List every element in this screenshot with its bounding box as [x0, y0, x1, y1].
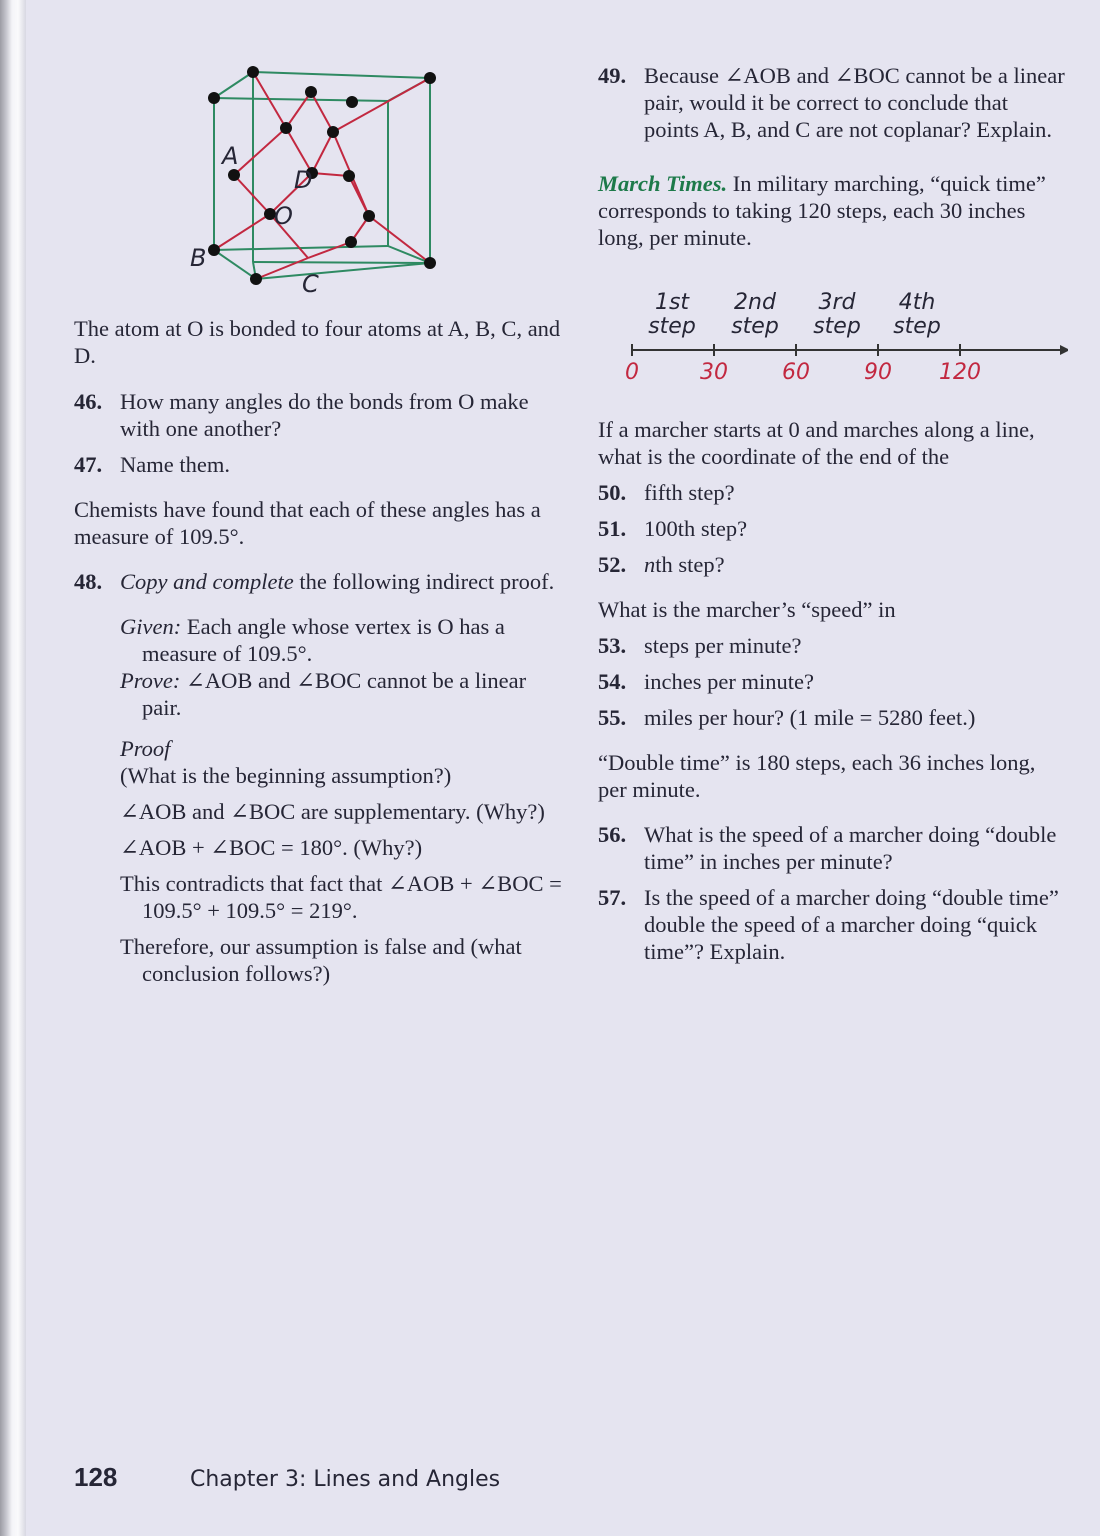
- left-column: [74, 315, 564, 987]
- given-label: Given:: [120, 614, 182, 639]
- step-label: step: [648, 314, 696, 339]
- question-number: 54.: [598, 669, 627, 694]
- emphasis-text: Copy and complete: [120, 569, 294, 594]
- atom: [363, 210, 375, 222]
- question-number: 57.: [598, 885, 627, 910]
- question-52: [598, 551, 1068, 578]
- book-spine-shadow: [0, 0, 26, 1536]
- cube-edges: [214, 72, 430, 279]
- section-title: March Times.: [598, 171, 728, 196]
- atom: [346, 96, 358, 108]
- prove-statement: [120, 667, 564, 721]
- question-54: [598, 668, 1068, 695]
- crystal-lattice-figure: [186, 62, 486, 298]
- question-number: 49.: [598, 63, 627, 88]
- question-57: [598, 884, 1068, 965]
- question-55: [598, 704, 1068, 731]
- question-number: 51.: [598, 516, 627, 541]
- right-column: [598, 62, 1068, 965]
- step-label: 4th: [898, 290, 936, 315]
- step-labels: [648, 290, 941, 339]
- question-number: 53.: [598, 633, 627, 658]
- proof-line: ∠AOB + ∠BOC = 180°. (Why?): [120, 835, 423, 860]
- proof-line: This contradicts that fact that ∠AOB + ∠BOC = 109.5° + 109.5° = 219°.: [120, 871, 562, 923]
- question-46: [74, 388, 564, 442]
- atom: [208, 92, 220, 104]
- atom-b: [208, 244, 220, 256]
- question-text: Name them.: [120, 452, 230, 477]
- number-line-arrowhead: [1060, 345, 1068, 355]
- tick-label: 90: [864, 360, 892, 385]
- question-text: [120, 568, 564, 595]
- proof-line: Therefore, our assumption is false and (what conclusion follows?): [120, 934, 522, 986]
- proof-label: Proof: [120, 736, 171, 761]
- step-label: step: [893, 314, 941, 339]
- question-49: [598, 62, 1068, 143]
- question-48: [74, 568, 564, 595]
- step-label: 1st: [654, 290, 690, 315]
- given-statement: [120, 613, 564, 667]
- label-o: O: [274, 202, 293, 230]
- atom: [424, 72, 436, 84]
- question-text: inches per minute?: [644, 669, 814, 694]
- textbook-page: [26, 0, 1100, 1536]
- question-number: 46.: [74, 389, 103, 414]
- proof-block: [120, 613, 564, 987]
- tick-label: 120: [939, 360, 981, 385]
- page-number: 128: [74, 1462, 118, 1492]
- question-text: fifth step?: [644, 480, 735, 505]
- prove-label: Prove:: [120, 668, 181, 693]
- proof-heading: [120, 735, 564, 762]
- marcher-intro: If a marcher starts at 0 and marches along a line, what is the coordinate of the end of the: [598, 417, 1035, 469]
- double-time-paragraph: “Double time” is 180 steps, each 36 inches long, per minute.: [598, 750, 1036, 802]
- question-47: [74, 451, 564, 478]
- question-text-rest: th step?: [655, 552, 725, 577]
- given-text: Each angle whose vertex is O has a measure of 109.5°.: [142, 614, 505, 666]
- question-text: 100th step?: [644, 516, 748, 541]
- question-number: 55.: [598, 705, 627, 730]
- step-label: 3rd: [818, 290, 856, 315]
- tick-label: 0: [625, 360, 639, 385]
- tick-label: 30: [700, 360, 728, 385]
- figure-caption: The atom at O is bonded to four atoms at A, B, C, and D.: [74, 316, 561, 368]
- atom: [343, 170, 355, 182]
- step-label: step: [731, 314, 779, 339]
- question-text: Because ∠AOB and ∠BOC cannot be a linear pair, would it be correct to conclude that points A, B, and C are not coplanar? Explain.: [644, 63, 1065, 142]
- question-text: [644, 551, 1068, 578]
- question-51: [598, 515, 1068, 542]
- speed-intro: What is the marcher’s “speed” in: [598, 597, 896, 622]
- march-times-text: In military marching, “quick time” corresponds to taking 120 steps, each 30 inches long, per minute.: [598, 171, 1046, 250]
- atom: [247, 66, 259, 78]
- label-b: B: [190, 244, 207, 272]
- atom: [345, 236, 357, 248]
- question-50: [598, 479, 1068, 506]
- label-a: A: [222, 142, 239, 170]
- chemists-paragraph: Chemists have found that each of these angles has a measure of 109.5°.: [74, 497, 541, 549]
- question-number: 56.: [598, 822, 627, 847]
- label-d: D: [294, 166, 313, 194]
- page-footer: [74, 1462, 500, 1493]
- march-times-paragraph: [598, 170, 1068, 251]
- question-53: [598, 632, 1068, 659]
- atom-a: [228, 169, 240, 181]
- step-label: step: [813, 314, 861, 339]
- question-number: 52.: [598, 552, 627, 577]
- question-text: steps per minute?: [644, 633, 802, 658]
- emphasis-variable: n: [644, 552, 656, 577]
- question-number: 50.: [598, 480, 627, 505]
- question-text: What is the speed of a marcher doing “double time” in inches per minute?: [644, 822, 1057, 874]
- atom: [280, 122, 292, 134]
- question-text: miles per hour? (1 mile = 5280 feet.): [644, 705, 976, 730]
- number-line-diagram: [598, 275, 1068, 385]
- tick-labels: [625, 360, 981, 385]
- question-number: 47.: [74, 452, 103, 477]
- atom: [250, 273, 262, 285]
- question-text: How many angles do the bonds from O make with one another?: [120, 389, 529, 441]
- prove-text: ∠AOB and ∠BOC cannot be a linear pair.: [142, 668, 527, 720]
- question-number: 48.: [74, 569, 103, 594]
- question-text-rest: the following indirect proof.: [293, 569, 555, 594]
- atom: [424, 257, 436, 269]
- label-c: C: [302, 270, 319, 298]
- question-text: Is the speed of a marcher doing “double time” double the speed of a marcher doing “quick time”? Explain.: [644, 885, 1059, 964]
- chapter-title: Chapter 3: Lines and Angles: [190, 1467, 501, 1492]
- step-label: 2nd: [734, 290, 776, 315]
- proof-line: ∠AOB and ∠BOC are supplementary. (Why?): [120, 799, 545, 824]
- atom: [327, 126, 339, 138]
- tick-label: 60: [782, 360, 810, 385]
- proof-line: (What is the beginning assumption?): [120, 763, 452, 788]
- atom: [305, 86, 317, 98]
- question-56: [598, 821, 1068, 875]
